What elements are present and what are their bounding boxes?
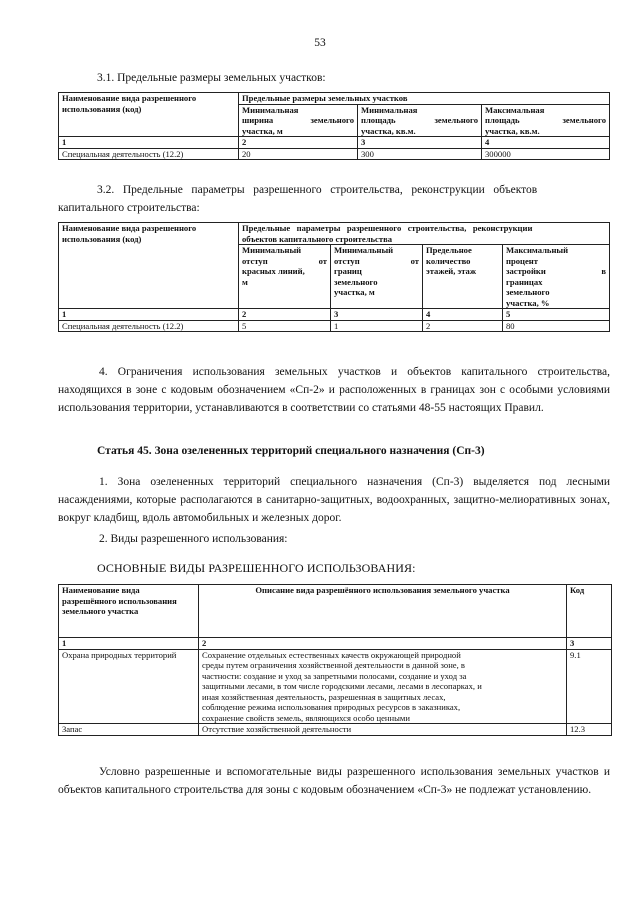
table-row: Специальная деятельность (12.2) 20 300 300000 <box>59 148 610 160</box>
paragraph-final: Условно разрешенные и вспомогательные виды разрешенного использования земельных участков и объектов капитального строительства для зоны с кодовым обозначением «Сп-3» не подлежат установлению. <box>58 766 610 796</box>
section-3-2-heading-line1: 3.2. Предельные параметры разрешенного строительства, реконструкции объектов <box>97 184 538 196</box>
column-numbers-row: 1 2 3 <box>59 638 612 650</box>
header-use-code: Код <box>567 585 612 638</box>
plot-sizes-table <box>58 92 610 160</box>
header-min-area: Минимальная площадь земельного участка, кв.м. <box>358 104 482 137</box>
section-3-1-heading: 3.1. Предельные размеры земельных участков: <box>97 72 326 84</box>
header-max-area: Максимальная площадь земельного участка, кв.м. <box>482 104 610 137</box>
column-numbers-row: 1 2 3 4 5 <box>59 309 610 321</box>
use-description: Сохранение отдельных естественных качеств окружающей природной среды путем ограничения хозяйственной деятельности в данной зоне, в частности: создание и уход за запретными полосами, создание и уход за защитными лесами, в том числе городскими лесами, лесами в лесопарках, и иная хозяйственная деятельность, разрешенная в защитных лесах, соблюдение режима использования природных ресурсов в заказниках, сохранение свойств земель, являющихся особо ценными <box>199 649 567 724</box>
header-max-coverage: Максимальный процент застройки в границах земельного участка, % <box>503 245 610 309</box>
header-min-width: Минимальная ширина земельного участка, м <box>239 104 358 137</box>
paragraph-article-1: 1. Зона озелененных территорий специального назначения (Сп-3) выделяется под лесными насаждениями, которые располагаются в санитарно-защитных, водоохранных, защитно-мелиоративных зонах, вокруг кладбищ, вдоль автомобильных и железных дорог. <box>58 476 610 524</box>
header-group: Предельные параметры разрешенного строительства, реконструкции объектов капитального строительства <box>239 223 610 245</box>
header-min-offset-red-lines: Минимальный отступ от красных линий, м <box>239 245 331 309</box>
header-name: Наименование вида разрешенного использования (код) <box>59 223 239 309</box>
use-name: Охрана природных территорий <box>59 649 199 724</box>
header-name: Наименование вида разрешенного использования (код) <box>59 93 239 137</box>
main-types-heading: ОСНОВНЫЕ ВИДЫ РАЗРЕШЕННОГО ИСПОЛЬЗОВАНИЯ: <box>97 561 416 575</box>
header-min-offset-borders: Минимальный отступ от границ земельного участка, м <box>331 245 423 309</box>
table-row <box>59 724 612 736</box>
use-description: Отсутствие хозяйственной деятельности <box>199 724 567 736</box>
paragraph-article-2: 2. Виды разрешенного использования: <box>99 533 288 545</box>
use-code: 12.3 <box>567 724 612 736</box>
header-use-name: Наименование вида разрешённого использования земельного участка <box>59 585 199 638</box>
article-45-heading: Статья 45. Зона озелененных территорий специального назначения (Сп-3) <box>97 445 485 457</box>
construction-params-table <box>58 222 610 332</box>
header-max-floors: Предельное количество этажей, этаж <box>423 245 503 309</box>
use-code: 9.1 <box>567 649 612 724</box>
page-number: 53 <box>314 37 326 49</box>
use-name: Запас <box>59 724 199 736</box>
table-row <box>59 649 612 724</box>
table-row: Специальная деятельность (12.2) 5 1 2 80 <box>59 320 610 332</box>
paragraph-4: 4. Ограничения использования земельных участков и объектов капитального строительства, находящихся в зоне с кодовым обозначением «Сп-2» и расположенных в границах зон с особыми условиями использования территории, устанавливаются в соответствии со статьями 48-55 настоящих Правил. <box>58 366 610 414</box>
column-numbers-row: 1 2 3 4 <box>59 137 610 149</box>
header-group: Предельные размеры земельных участков <box>239 93 610 105</box>
section-3-2-heading-line2: капитального строительства: <box>58 202 200 214</box>
permitted-use-table <box>58 584 612 736</box>
header-use-description: Описание вида разрешённого использования земельного участка <box>199 585 567 638</box>
